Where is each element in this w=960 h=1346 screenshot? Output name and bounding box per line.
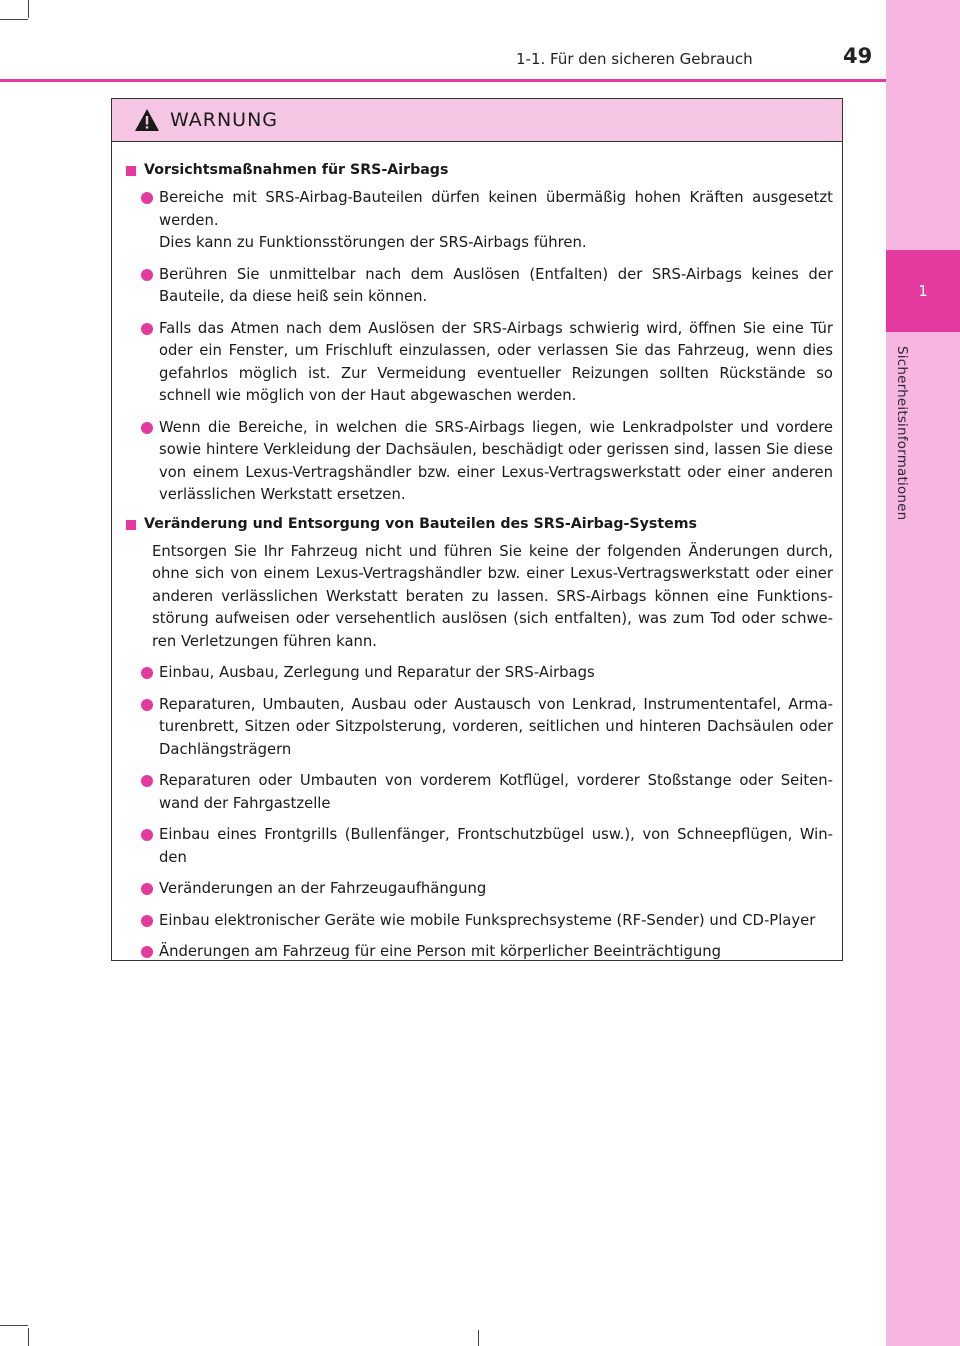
list-item-text: Veränderungen an der Fahrzeugaufhängung bbox=[159, 880, 487, 897]
list-item bbox=[126, 770, 833, 815]
warning-triangle-icon bbox=[134, 108, 160, 132]
round-bullet-icon bbox=[141, 699, 153, 711]
warning-box bbox=[111, 98, 843, 961]
chapter-side-strip bbox=[886, 0, 960, 1346]
crop-mark bbox=[28, 0, 29, 18]
section-intro: Entsorgen Sie Ihr Fahrzeug nicht und führen Sie keine der folgenden Änderungen durch, ohne sich von einem Lexus-Vertragshändler bzw. einer Lexus-Vertragswerkstatt oder einer anderen verlässlichen Werkstatt beraten zu lassen. SRS-Airbags können eine Funktions-störung aufweisen oder versehentlich auslösen (sich entfalten), was zum Tod oder schwe-ren Verletzungen führen kann. bbox=[152, 542, 833, 650]
section-title: 1-1. Für den sicheren Gebrauch bbox=[516, 50, 753, 68]
list-item bbox=[126, 264, 833, 309]
list-item bbox=[126, 941, 833, 964]
round-bullet-icon bbox=[141, 915, 153, 927]
chapter-label: Sicherheitsinformationen bbox=[894, 346, 910, 521]
list-item bbox=[126, 187, 833, 255]
list-item-text: Berühren Sie unmittelbar nach dem Auslösen (Entfalten) der SRS-Airbags keines der Bauteile, da diese heiß sein können. bbox=[159, 265, 833, 305]
chapter-number-tab[interactable] bbox=[886, 250, 960, 332]
list-item bbox=[126, 878, 833, 901]
list-item-text: Einbau eines Frontgrills (Bullenfänger, Frontschutzbügel usw.), von Schneepflügen, Win-den bbox=[159, 826, 833, 866]
round-bullet-icon bbox=[141, 323, 153, 335]
round-bullet-icon bbox=[141, 667, 153, 679]
square-bullet-icon bbox=[126, 166, 136, 176]
square-bullet-icon bbox=[126, 520, 136, 530]
list-item bbox=[126, 417, 833, 507]
round-bullet-icon bbox=[141, 269, 153, 281]
list-item-text: Einbau, Ausbau, Zerlegung und Reparatur der SRS-Airbags bbox=[159, 664, 595, 681]
list-item bbox=[126, 824, 833, 869]
section-heading-text: Vorsichtsmaßnahmen für SRS-Airbags bbox=[144, 162, 449, 178]
page-number: 49 bbox=[843, 44, 873, 68]
chapter-number: 1 bbox=[918, 282, 928, 300]
list-item-text: Reparaturen oder Umbauten von vorderem Kotflügel, vorderer Stoßstange oder Seiten-wand der Fahrgastzelle bbox=[159, 772, 833, 812]
section-heading bbox=[126, 162, 833, 178]
round-bullet-icon bbox=[141, 883, 153, 895]
section-heading bbox=[126, 516, 833, 532]
list-item-text: Einbau elektronischer Geräte wie mobile Funksprechsysteme (RF-Sender) und CD-Player bbox=[159, 911, 816, 929]
list-item bbox=[126, 662, 833, 685]
crop-mark bbox=[28, 1328, 29, 1346]
list-item bbox=[126, 318, 833, 408]
header-rule bbox=[0, 79, 886, 82]
list-item-text: Wenn die Bereiche, in welchen die SRS-Airbags liegen, wie Lenkradpolster und vordere sowie hintere Verkleidung der Dachsäulen, beschädigt oder gerissen sind, lassen Sie diese von einem Lexus-Vertragshändler bzw. einer Lexus-Vertragswerkstatt oder einer anderen verlässlichen Werkstatt ersetzen. bbox=[159, 418, 833, 503]
round-bullet-icon bbox=[141, 192, 153, 204]
section-heading-text: Veränderung und Entsorgung von Bauteilen des SRS-Airbag-Systems bbox=[144, 515, 697, 532]
round-bullet-icon bbox=[141, 775, 153, 787]
warning-title: WARNUNG bbox=[170, 109, 279, 131]
list-item-text: Bereiche mit SRS-Airbag-Bauteilen dürfen keinen übermäßig hohen Kräften ausgesetzt werden. Dies kann zu Funktionsstörungen der SRS-Airbags führen. bbox=[159, 189, 833, 251]
round-bullet-icon bbox=[141, 422, 153, 434]
list-item-text: Falls das Atmen nach dem Auslösen der SRS-Airbags schwierig wird, öffnen Sie eine Tür oder ein Fenster, um Frischluft einzulassen, oder verlassen Sie das Fahrzeug, wenn dies gefahrlos möglich ist. Zur Vermeidung eventueller Reizungen sollten Rückstände so schnell wie möglich von der Haut abgewaschen werden. bbox=[159, 319, 833, 404]
round-bullet-icon bbox=[141, 829, 153, 841]
crop-mark bbox=[0, 1325, 28, 1326]
warning-header bbox=[112, 99, 842, 142]
list-item bbox=[126, 694, 833, 762]
round-bullet-icon bbox=[141, 946, 153, 958]
list-item bbox=[126, 910, 833, 933]
list-item-text: Änderungen am Fahrzeug für eine Person mit körperlicher Beeinträchtigung bbox=[159, 943, 722, 960]
crop-mark bbox=[478, 1330, 479, 1346]
list-item-text: Reparaturen, Umbauten, Ausbau oder Austausch von Lenkrad, Instrumententafel, Arma-turenbrett, Sitzen oder Sitzpolsterung, vorderen, seitlichen und hinteren Dachsäulen oder Dachlängsträgern bbox=[159, 695, 833, 758]
crop-mark bbox=[0, 19, 28, 20]
warning-body bbox=[112, 142, 842, 964]
